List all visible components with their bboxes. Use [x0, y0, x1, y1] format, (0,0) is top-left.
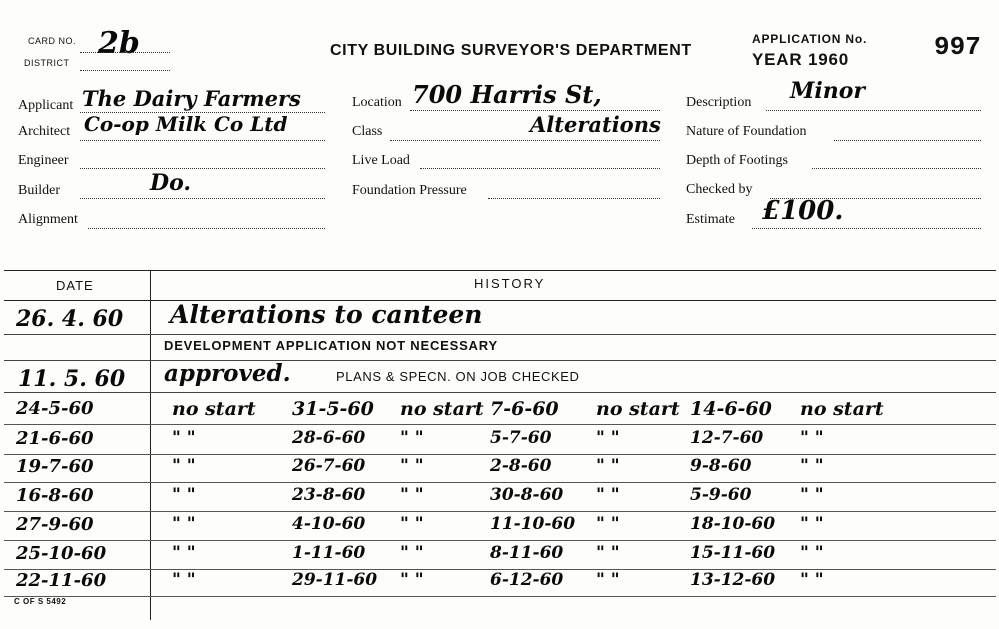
- inspection-entry: " ": [400, 543, 424, 563]
- application-label: APPLICATION No.: [752, 32, 868, 46]
- builder-value: Do.: [150, 170, 192, 196]
- application-number: 997: [934, 32, 981, 62]
- approved-note: approved.: [164, 360, 291, 387]
- inspection-entry: no start: [800, 398, 884, 420]
- inspection-entry: 26-7-60: [292, 456, 366, 476]
- inspection-entry: " ": [596, 428, 620, 448]
- inspection-entry: " ": [800, 570, 824, 590]
- date-header: DATE: [56, 278, 94, 293]
- inspection-entry: " ": [596, 543, 620, 563]
- table-row-date: 25-10-60: [16, 543, 107, 564]
- district-label: DISTRICT: [24, 58, 70, 68]
- nature-of-foundation-label: Nature of Foundation: [686, 124, 807, 139]
- inspection-entry: " ": [400, 428, 424, 448]
- table-row-date: 16-8-60: [16, 485, 94, 506]
- foundation-pressure-label: Foundation Pressure: [352, 183, 467, 198]
- inspection-entry: 12-7-60: [690, 428, 764, 448]
- table-row-date: 26. 4. 60: [16, 306, 124, 332]
- row-rule: [4, 540, 996, 541]
- card-no-label: CARD NO.: [28, 36, 77, 46]
- inspection-entry: 4-10-60: [292, 514, 366, 534]
- inspection-entry: " ": [400, 485, 424, 505]
- inspection-entry: " ": [596, 456, 620, 476]
- inspection-entry: 7-6-60: [490, 398, 559, 420]
- inspection-entry: 1-11-60: [292, 543, 366, 563]
- department-title: CITY BUILDING SURVEYOR'S DEPARTMENT: [330, 42, 692, 59]
- architect-label: Architect: [18, 124, 71, 139]
- inspection-entry: 18-10-60: [690, 514, 776, 534]
- history-header: HISTORY: [474, 276, 546, 291]
- description-value: Minor: [790, 78, 865, 104]
- development-stamp: DEVELOPMENT APPLICATION NOT NECESSARY: [164, 338, 498, 353]
- table-row-date: 22-11-60: [16, 570, 107, 591]
- estimate-value: £100.: [762, 196, 844, 226]
- row-rule: [4, 511, 996, 512]
- inspection-entry: 8-11-60: [490, 543, 564, 563]
- table-top-rule: [4, 270, 996, 271]
- table-row-date: 11. 5. 60: [18, 366, 126, 392]
- inspection-entry: no start: [172, 398, 256, 420]
- engineer-label: Engineer: [18, 153, 69, 168]
- inspection-entry: 5-9-60: [690, 485, 752, 505]
- plans-checked-stamp: PLANS & SPECN. ON JOB CHECKED: [336, 369, 580, 384]
- depth-of-footings-label: Depth of Footings: [686, 153, 788, 168]
- inspection-entry: " ": [596, 514, 620, 534]
- row-rule: [4, 424, 996, 425]
- description-label: Description: [686, 95, 752, 110]
- inspection-entry: " ": [400, 570, 424, 590]
- card-no-value: 2b: [98, 26, 140, 61]
- inspection-entry: 31-5-60: [292, 398, 374, 420]
- inspection-entry: 2-8-60: [490, 456, 552, 476]
- inspection-entry: " ": [800, 485, 824, 505]
- inspection-entry: 11-10-60: [490, 514, 576, 534]
- inspection-entry: " ": [800, 514, 824, 534]
- location-label: Location: [352, 95, 402, 110]
- inspection-entry: " ": [800, 543, 824, 563]
- table-row-date: 27-9-60: [16, 514, 94, 535]
- alignment-label: Alignment: [18, 212, 78, 227]
- live-load-label: Live Load: [352, 153, 410, 168]
- inspection-entry: " ": [596, 570, 620, 590]
- inspection-entry: 6-12-60: [490, 570, 564, 590]
- row-rule: [4, 596, 996, 597]
- architect-value: Co-op Milk Co Ltd: [84, 112, 288, 136]
- inspection-entry: 30-8-60: [490, 485, 564, 505]
- inspection-entry: " ": [800, 428, 824, 448]
- applicant-label: Applicant: [18, 98, 74, 113]
- date-column-divider: [150, 270, 151, 620]
- table-header-rule: [4, 300, 996, 301]
- applicant-value: The Dairy Farmers: [82, 86, 301, 111]
- class-value: Alterations: [530, 112, 661, 137]
- inspection-entry: 5-7-60: [490, 428, 552, 448]
- table-row-date: 19-7-60: [16, 456, 94, 477]
- form-code: C OF S 5492: [14, 597, 67, 606]
- inspection-entry: " ": [172, 543, 196, 563]
- inspection-entry: " ": [172, 456, 196, 476]
- inspection-entry: 9-8-60: [690, 456, 752, 476]
- inspection-entry: " ": [172, 428, 196, 448]
- estimate-label: Estimate: [686, 212, 735, 227]
- inspection-entry: " ": [596, 485, 620, 505]
- row-rule: [4, 482, 996, 483]
- inspection-entry: " ": [172, 514, 196, 534]
- location-value: 700 Harris St,: [412, 80, 602, 109]
- year-label: YEAR 1960: [752, 50, 849, 69]
- inspection-entry: " ": [400, 514, 424, 534]
- table-row-date: 24-5-60: [16, 398, 94, 419]
- table-row-date: 21-6-60: [16, 428, 94, 449]
- table-row-history: Alterations to canteen: [170, 300, 483, 329]
- inspection-entry: no start: [596, 398, 680, 420]
- class-label: Class: [352, 124, 383, 139]
- inspection-entry: " ": [800, 456, 824, 476]
- inspection-entry: " ": [172, 570, 196, 590]
- inspection-entry: 23-8-60: [292, 485, 366, 505]
- inspection-entry: 15-11-60: [690, 543, 776, 563]
- inspection-entry: " ": [400, 456, 424, 476]
- inspection-entry: " ": [172, 485, 196, 505]
- inspection-entry: no start: [400, 398, 484, 420]
- inspection-entry: 13-12-60: [690, 570, 776, 590]
- inspection-entry: 28-6-60: [292, 428, 366, 448]
- checked-by-label: Checked by: [686, 182, 753, 197]
- row-rule: [4, 454, 996, 455]
- inspection-entry: 14-6-60: [690, 398, 772, 420]
- builder-label: Builder: [18, 183, 60, 198]
- inspection-entry: 29-11-60: [292, 570, 378, 590]
